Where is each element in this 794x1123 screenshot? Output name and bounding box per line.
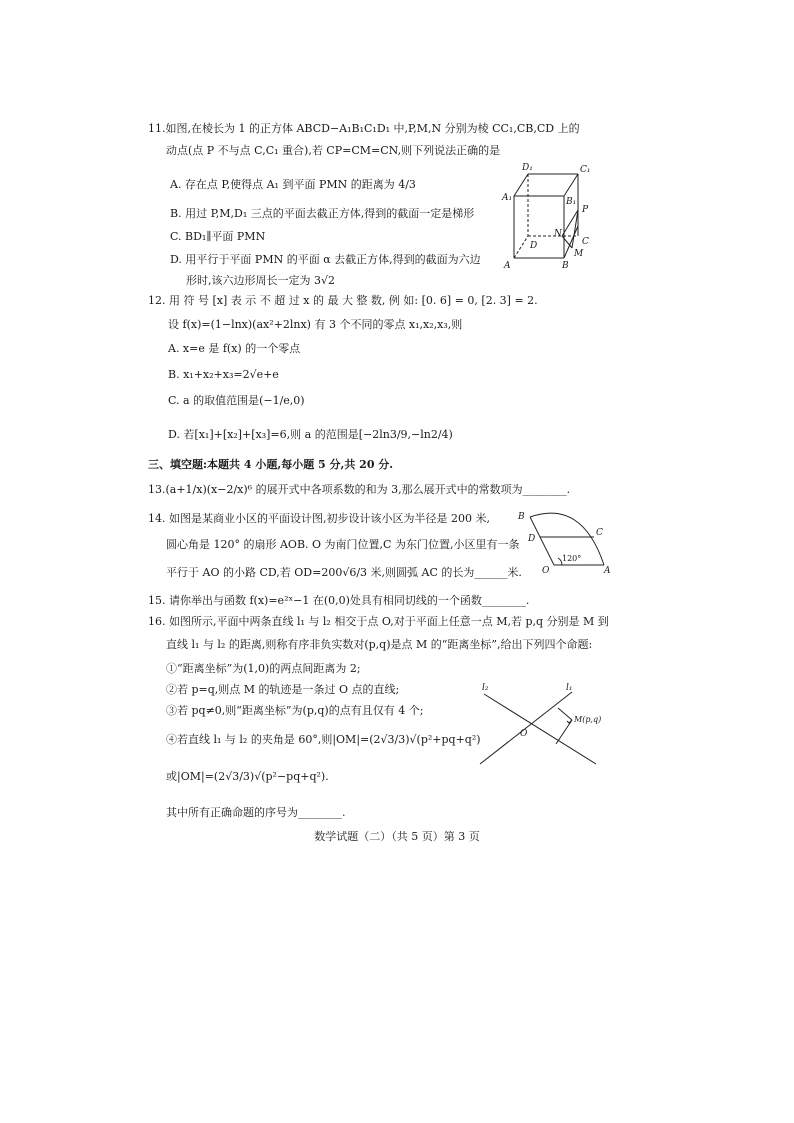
cube-label-a1: A₁ bbox=[502, 193, 513, 203]
q16-proposition-4: ④若直线 l₁ 与 l₂ 的夹角是 60°,则|OM|=(2√3/3)√(p²+pq+q²) bbox=[166, 733, 481, 746]
cube-figure bbox=[500, 160, 610, 272]
cube-label-d1: D₁ bbox=[522, 163, 533, 173]
point-label-o: O bbox=[520, 729, 528, 739]
sector-label-c: C bbox=[596, 528, 603, 538]
q14-line1: 14. 如图是某商业小区的平面设计图,初步设计该小区为半径是 200 米, bbox=[148, 512, 490, 525]
q15-text: 15. 请你举出与函数 f(x)=e²ˣ−1 在(0,0)处具有相同切线的一个函数________. bbox=[148, 594, 530, 607]
section-fill-in-heading: 三、填空题:本题共 4 小题,每小题 5 分,共 20 分. bbox=[148, 458, 394, 471]
cube-label-b1: B₁ bbox=[566, 197, 577, 207]
q16-proposition-3: ③若 pq≠0,则“距离坐标”为(p,q)的点有且仅有 4 个; bbox=[166, 704, 424, 717]
sector-angle-label: 120° bbox=[562, 554, 582, 563]
sector-figure bbox=[512, 505, 612, 577]
q12-stem-line1: 12. 用 符 号 [x] 表 示 不 超 过 x 的 最 大 整 数, 例 如: [0. 6] = 0, [2. 3] = 2. bbox=[148, 294, 538, 307]
point-label-m: M(p,q) bbox=[574, 715, 602, 724]
q12-stem-line2: 设 f(x)=(1−lnx)(ax²+2lnx) 有 3 个不同的零点 x₁,x₂,x₃,则 bbox=[168, 318, 463, 331]
cube-label-p: P bbox=[582, 205, 589, 215]
q12-option-c: C. a 的取值范围是(−1/e,0) bbox=[168, 394, 305, 407]
sector-label-d: D bbox=[528, 534, 536, 544]
q13-text: 13.(a+1/x)(x−2/x)⁶ 的展开式中各项系数的和为 3,那么展开式中的常数项为________. bbox=[148, 483, 571, 496]
line-label-l1: l₁ bbox=[566, 683, 573, 693]
cube-label-m: M bbox=[574, 249, 584, 259]
q11-stem-line2: 动点(点 P 不与点 C,C₁ 重合),若 CP=CM=CN,则下列说法正确的是 bbox=[166, 144, 501, 157]
sector-label-o: O bbox=[542, 566, 550, 576]
cube-label-a: A bbox=[504, 261, 511, 271]
q16-proposition-4-alt: 或|OM|=(2√3/3)√(p²−pq+q²). bbox=[166, 770, 329, 783]
cube-label-c: C bbox=[582, 237, 589, 247]
q12-option-b: B. x₁+x₂+x₃=2√e+e bbox=[168, 368, 279, 381]
sector-label-b: B bbox=[518, 512, 525, 522]
cube-label-b: B bbox=[562, 261, 569, 271]
q16-line2: 直线 l₁ 与 l₂ 的距离,则称有序非负实数对(p,q)是点 M 的“距离坐标”,给出下列四个命题: bbox=[166, 638, 593, 651]
q16-question: 其中所有正确命题的序号为________. bbox=[166, 806, 346, 819]
q14-line3: 平行于 AO 的小路 CD,若 OD=200√6/3 米,则圆弧 AC 的长为______米. bbox=[166, 566, 522, 579]
q12-option-d: D. 若[x₁]+[x₂]+[x₃]=6,则 a 的范围是[−2ln3/9,−ln2/4) bbox=[168, 428, 453, 441]
cube-label-c1: C₁ bbox=[580, 165, 591, 175]
q16-line1: 16. 如图所示,平面中两条直线 l₁ 与 l₂ 相交于点 O,对于平面上任意一点 M,若 p,q 分别是 M 到 bbox=[148, 615, 609, 628]
q11-option-c: C. BD₁∥平面 PMN bbox=[170, 230, 266, 243]
q11-option-a: A. 存在点 P,使得点 A₁ 到平面 PMN 的距离为 4/3 bbox=[170, 178, 416, 191]
q11-stem-line1: 11.如图,在棱长为 1 的正方体 ABCD−A₁B₁C₁D₁ 中,P,M,N 分别为棱 CC₁,CB,CD 上的 bbox=[148, 122, 580, 135]
q14-line2: 圆心角是 120° 的扇形 AOB. O 为南门位置,C 为东门位置,小区里有一条 bbox=[166, 538, 520, 551]
q12-option-a: A. x=e 是 f(x) 的一个零点 bbox=[168, 342, 301, 355]
line-label-l2: l₂ bbox=[482, 683, 489, 693]
cube-label-d: D bbox=[530, 241, 538, 251]
q11-option-b: B. 用过 P,M,D₁ 三点的平面去截正方体,得到的截面一定是梯形 bbox=[170, 207, 475, 220]
q16-proposition-2: ②若 p=q,则点 M 的轨迹是一条过 O 点的直线; bbox=[166, 683, 400, 696]
q11-option-d-line1: D. 用平行于平面 PMN 的平面 α 去截正方体,得到的截面为六边 bbox=[170, 253, 481, 266]
distance-coordinate-figure bbox=[470, 678, 610, 778]
cube-label-n: N bbox=[554, 229, 562, 239]
q16-proposition-1: ①“距离坐标”为(1,0)的两点间距离为 2; bbox=[166, 662, 361, 675]
q11-option-d-line2: 形时,该六边形周长一定为 3√2 bbox=[186, 274, 335, 287]
page-footer: 数学试题（二）（共 5 页）第 3 页 bbox=[314, 830, 480, 843]
sector-label-a: A bbox=[604, 566, 611, 576]
